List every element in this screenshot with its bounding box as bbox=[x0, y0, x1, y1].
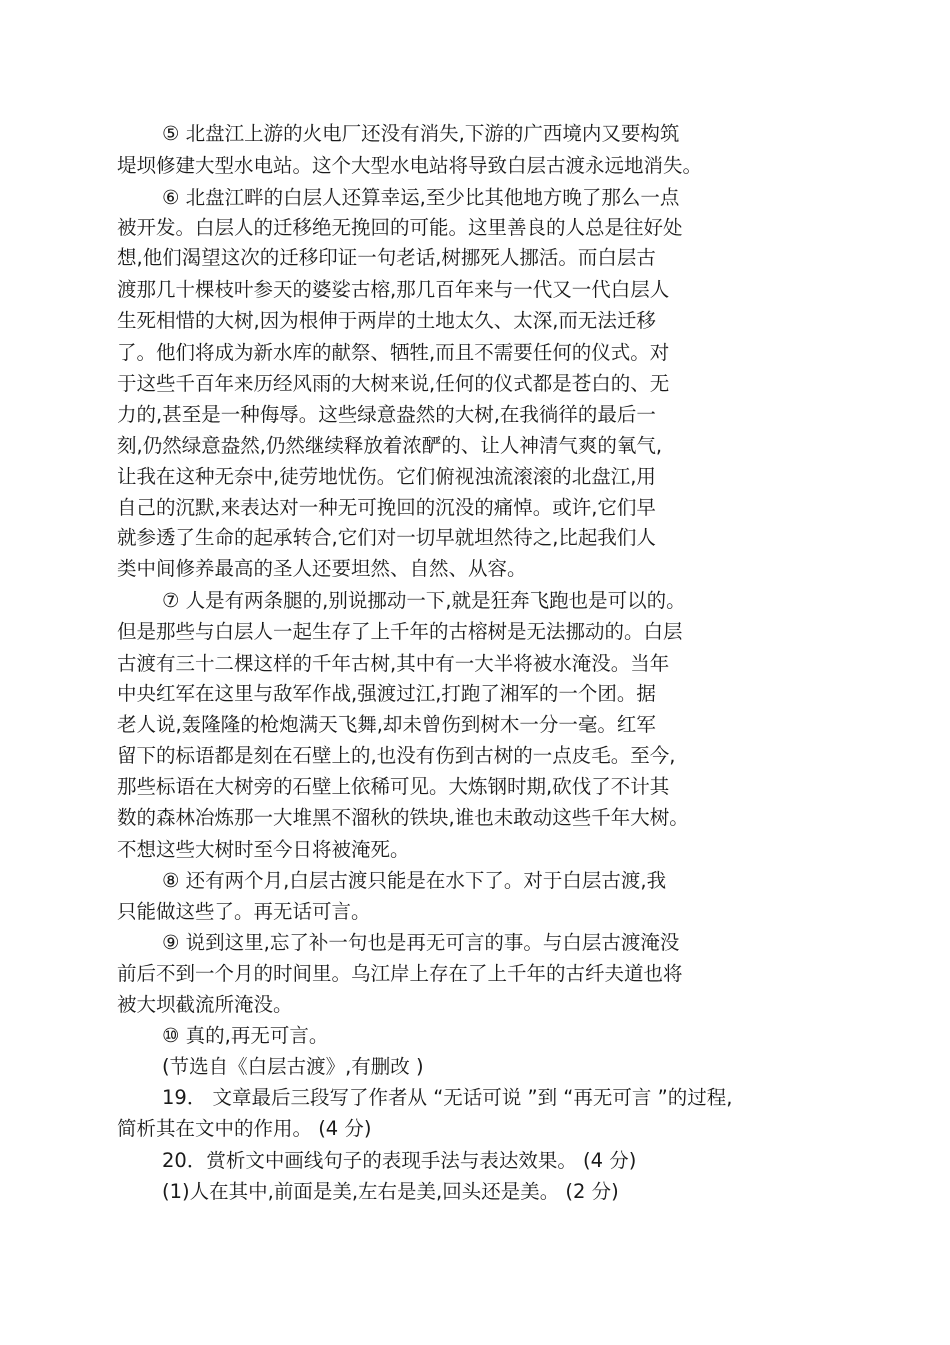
text-line: ⑤ 北盘江上游的火电厂还没有消失,下游的广西境内又要构筑 bbox=[162, 122, 680, 145]
text-line: 自己的沉默,来表达对一种无可挽回的沉没的痛悼。或许,它们早 bbox=[117, 496, 656, 519]
text-line: 中央红军在这里与敌军作战,强渡过江,打跑了湘军的一个团。据 bbox=[117, 682, 656, 705]
text-line: ⑨ 说到这里,忘了补一句也是再无可言的事。与白层古渡淹没 bbox=[162, 931, 680, 954]
text-line: 让我在这种无奈中,徒劳地忧伤。它们俯视浊流滚滚的北盘江,用 bbox=[117, 465, 656, 488]
text-line: 渡那几十棵枝叶参天的婆娑古榕,那几百年来与一代又一代白层人 bbox=[117, 278, 670, 301]
text-line: 留下的标语都是刻在石壁上的,也没有伤到古树的一点皮毛。至今, bbox=[117, 744, 676, 767]
text-line: 生死相惜的大树,因为根伸于两岸的土地太久、太深,而无法迁移 bbox=[117, 309, 656, 332]
question-20: 20．赏析文中画线句子的表现手法与表达效果。 (4 分) bbox=[162, 1149, 637, 1172]
text-line: ⑥ 北盘江畔的白层人还算幸运,至少比其他地方晚了那么一点 bbox=[162, 186, 680, 209]
text-line: 堤坝修建大型水电站。这个大型水电站将导致白层古渡永远地消失。 bbox=[117, 154, 703, 177]
text-line: 老人说,轰隆隆的枪炮满天飞舞,却未曾伤到树木一分一毫。红军 bbox=[117, 713, 656, 736]
text-line: 只能做这些了。再无话可言。 bbox=[117, 900, 371, 923]
text-line: 那些标语在大树旁的石壁上依稀可见。大炼钢时期,砍伐了不计其 bbox=[117, 775, 670, 798]
text-line: 古渡有三十二棵这样的千年古树,其中有一大半将被水淹没。当年 bbox=[117, 652, 670, 675]
text-line: ⑩ 真的,再无可言。 bbox=[162, 1024, 329, 1047]
question-20-part-1: (1)人在其中,前面是美,左右是美,回头还是美。 (2 分) bbox=[162, 1180, 619, 1203]
text-line: 类中间修养最高的圣人还要坦然、自然、从容。 bbox=[117, 557, 527, 580]
text-line: 不想这些大树时至今日将被淹死。 bbox=[117, 838, 410, 861]
text-line: 但是那些与白层人一起生存了上千年的古榕树是无法挪动的。白层 bbox=[117, 620, 683, 643]
text-line: 就参透了生命的起承转合,它们对一切早就坦然待之,比起我们人 bbox=[117, 526, 656, 549]
text-line: 前后不到一个月的时间里。乌江岸上存在了上千年的古纤夫道也将 bbox=[117, 962, 683, 985]
source-note: (节选自《白层古渡》,有删改 ) bbox=[162, 1055, 424, 1078]
text-line: 力的,甚至是一种侮辱。这些绿意盎然的大树,在我徜徉的最后一 bbox=[117, 403, 656, 426]
question-19-continued: 简析其在文中的作用。 (4 分) bbox=[117, 1117, 372, 1140]
text-line: 被开发。白层人的迁移绝无挽回的可能。这里善良的人总是往好处 bbox=[117, 216, 683, 239]
text-line: 了。他们将成为新水库的献祭、牺牲,而且不需要任何的仪式。对 bbox=[117, 341, 670, 364]
text-line: 于这些千百年来历经风雨的大树来说,任何的仪式都是苍白的、无 bbox=[117, 372, 670, 395]
text-line: 刻,仍然绿意盎然,仍然继续释放着浓酽的、让人神清气爽的氧气, bbox=[117, 434, 663, 457]
text-line: 被大坝截流所淹没。 bbox=[117, 993, 293, 1016]
text-line: ⑦ 人是有两条腿的,别说挪动一下,就是狂奔飞跑也是可以的。 bbox=[162, 589, 686, 612]
text-line: ⑧ 还有两个月,白层古渡只能是在水下了。对于白层古渡,我 bbox=[162, 869, 667, 892]
text-line: 想,他们渴望这次的迁移印证一句老话,树挪死人挪活。而白层古 bbox=[117, 246, 656, 269]
text-line: 数的森林冶炼那一大堆黑不溜秋的铁块,谁也未敢动这些千年大树。 bbox=[117, 806, 689, 829]
question-19: 19． 文章最后三段写了作者从 “无话可说 ”到 “再无可言 ”的过程, bbox=[162, 1086, 733, 1109]
